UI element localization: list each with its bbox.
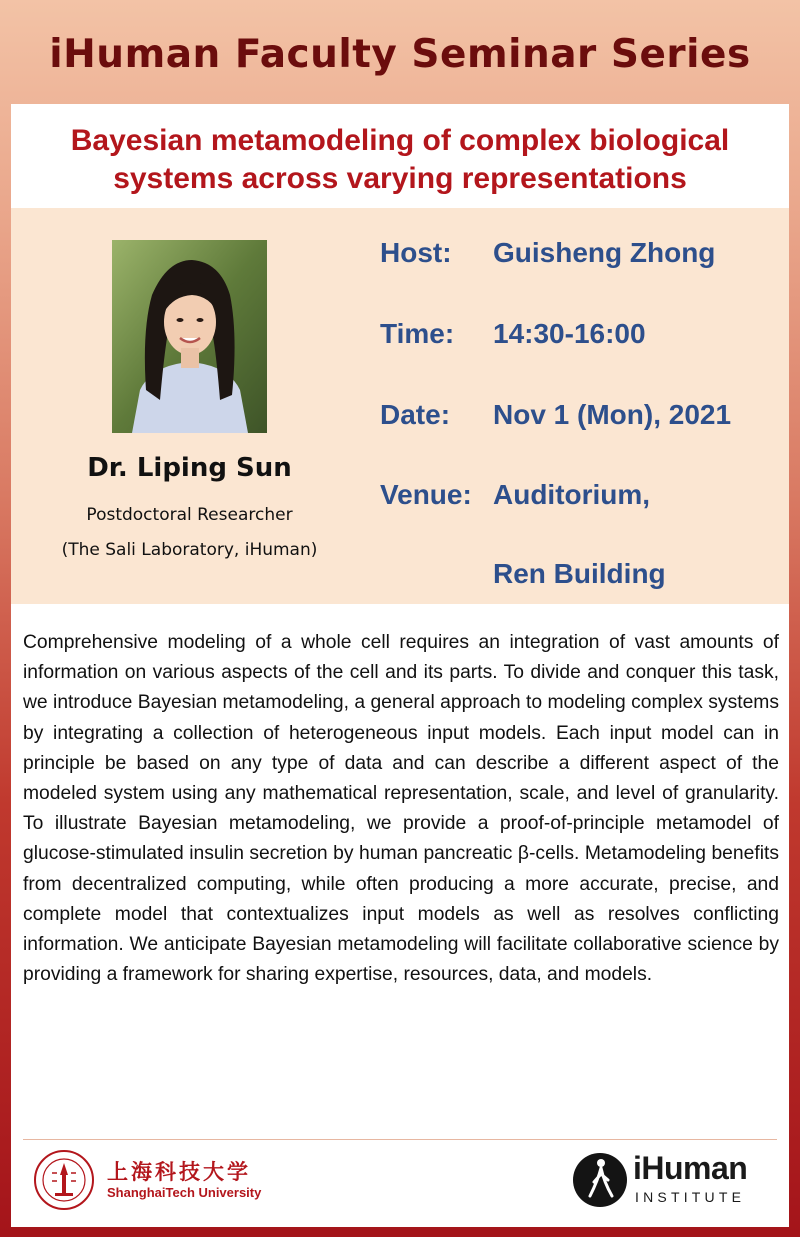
talk-title-line-2: systems across varying representations — [113, 162, 687, 195]
series-title: iHuman Faculty Seminar Series — [49, 32, 751, 77]
shanghaitech-chinese-name: 上海科技大学 — [107, 1159, 251, 1184]
venue-value-line-2: Ren Building — [493, 558, 666, 589]
time-label: Time: — [380, 318, 455, 349]
speaker-role: Postdoctoral Researcher — [86, 505, 293, 525]
speaker-name: Dr. Liping Sun — [87, 453, 292, 483]
speaker-affiliation: (The Sali Laboratory, iHuman) — [61, 540, 318, 560]
abstract-text: Comprehensive modeling of a whole cell requires an integration of vast amounts of information on various aspects of the cell and its parts. To divide and conquer this task, we introduce Bayesian metamodeling, a general approach to modeling complex systems by integrating a collection of heterogeneous input models. Each input model can in principle be based on any type of data and can describe a different aspect of the modeled system using any mathematical representation, scale, and level of granularity. To illustrate Bayesian metamodeling, we provide a proof-of-principle metamodel of glucose-stimulated insulin secretion by human pancreatic β-cells. Metamodeling benefits from decentralized computing, while often producing a more accurate, precise, and complete model that contextualizes input models as well as resolves conflicting information. We anticipate Bayesian metamodeling will facilitate collaborative science by providing a framework for sharing expertise, resources, data, and models. — [23, 632, 779, 986]
poster-card — [11, 104, 789, 1227]
date-label: Date: — [380, 399, 451, 430]
shanghaitech-english-name: ShanghaiTech University — [107, 1185, 262, 1200]
talk-title — [11, 122, 789, 198]
speaker-photo — [112, 240, 267, 433]
time-value: 14:30-16:00 — [493, 318, 646, 349]
ihuman-name: iHuman — [633, 1150, 748, 1186]
ihuman-institute-label: INSTITUTE — [635, 1189, 746, 1205]
venue-label: Venue: — [380, 479, 472, 510]
date-value: Nov 1 (Mon), 2021 — [493, 399, 732, 430]
footer-divider — [23, 1139, 777, 1140]
shanghaitech-seal-icon — [33, 1149, 95, 1211]
venue-value-line-1: Auditorium, — [493, 479, 651, 510]
host-value: Guisheng Zhong — [493, 237, 716, 268]
talk-title-line-1: Bayesian metamodeling of complex biological — [70, 124, 730, 157]
host-label: Host: — [380, 237, 452, 268]
ihuman-figure-icon — [572, 1152, 628, 1208]
